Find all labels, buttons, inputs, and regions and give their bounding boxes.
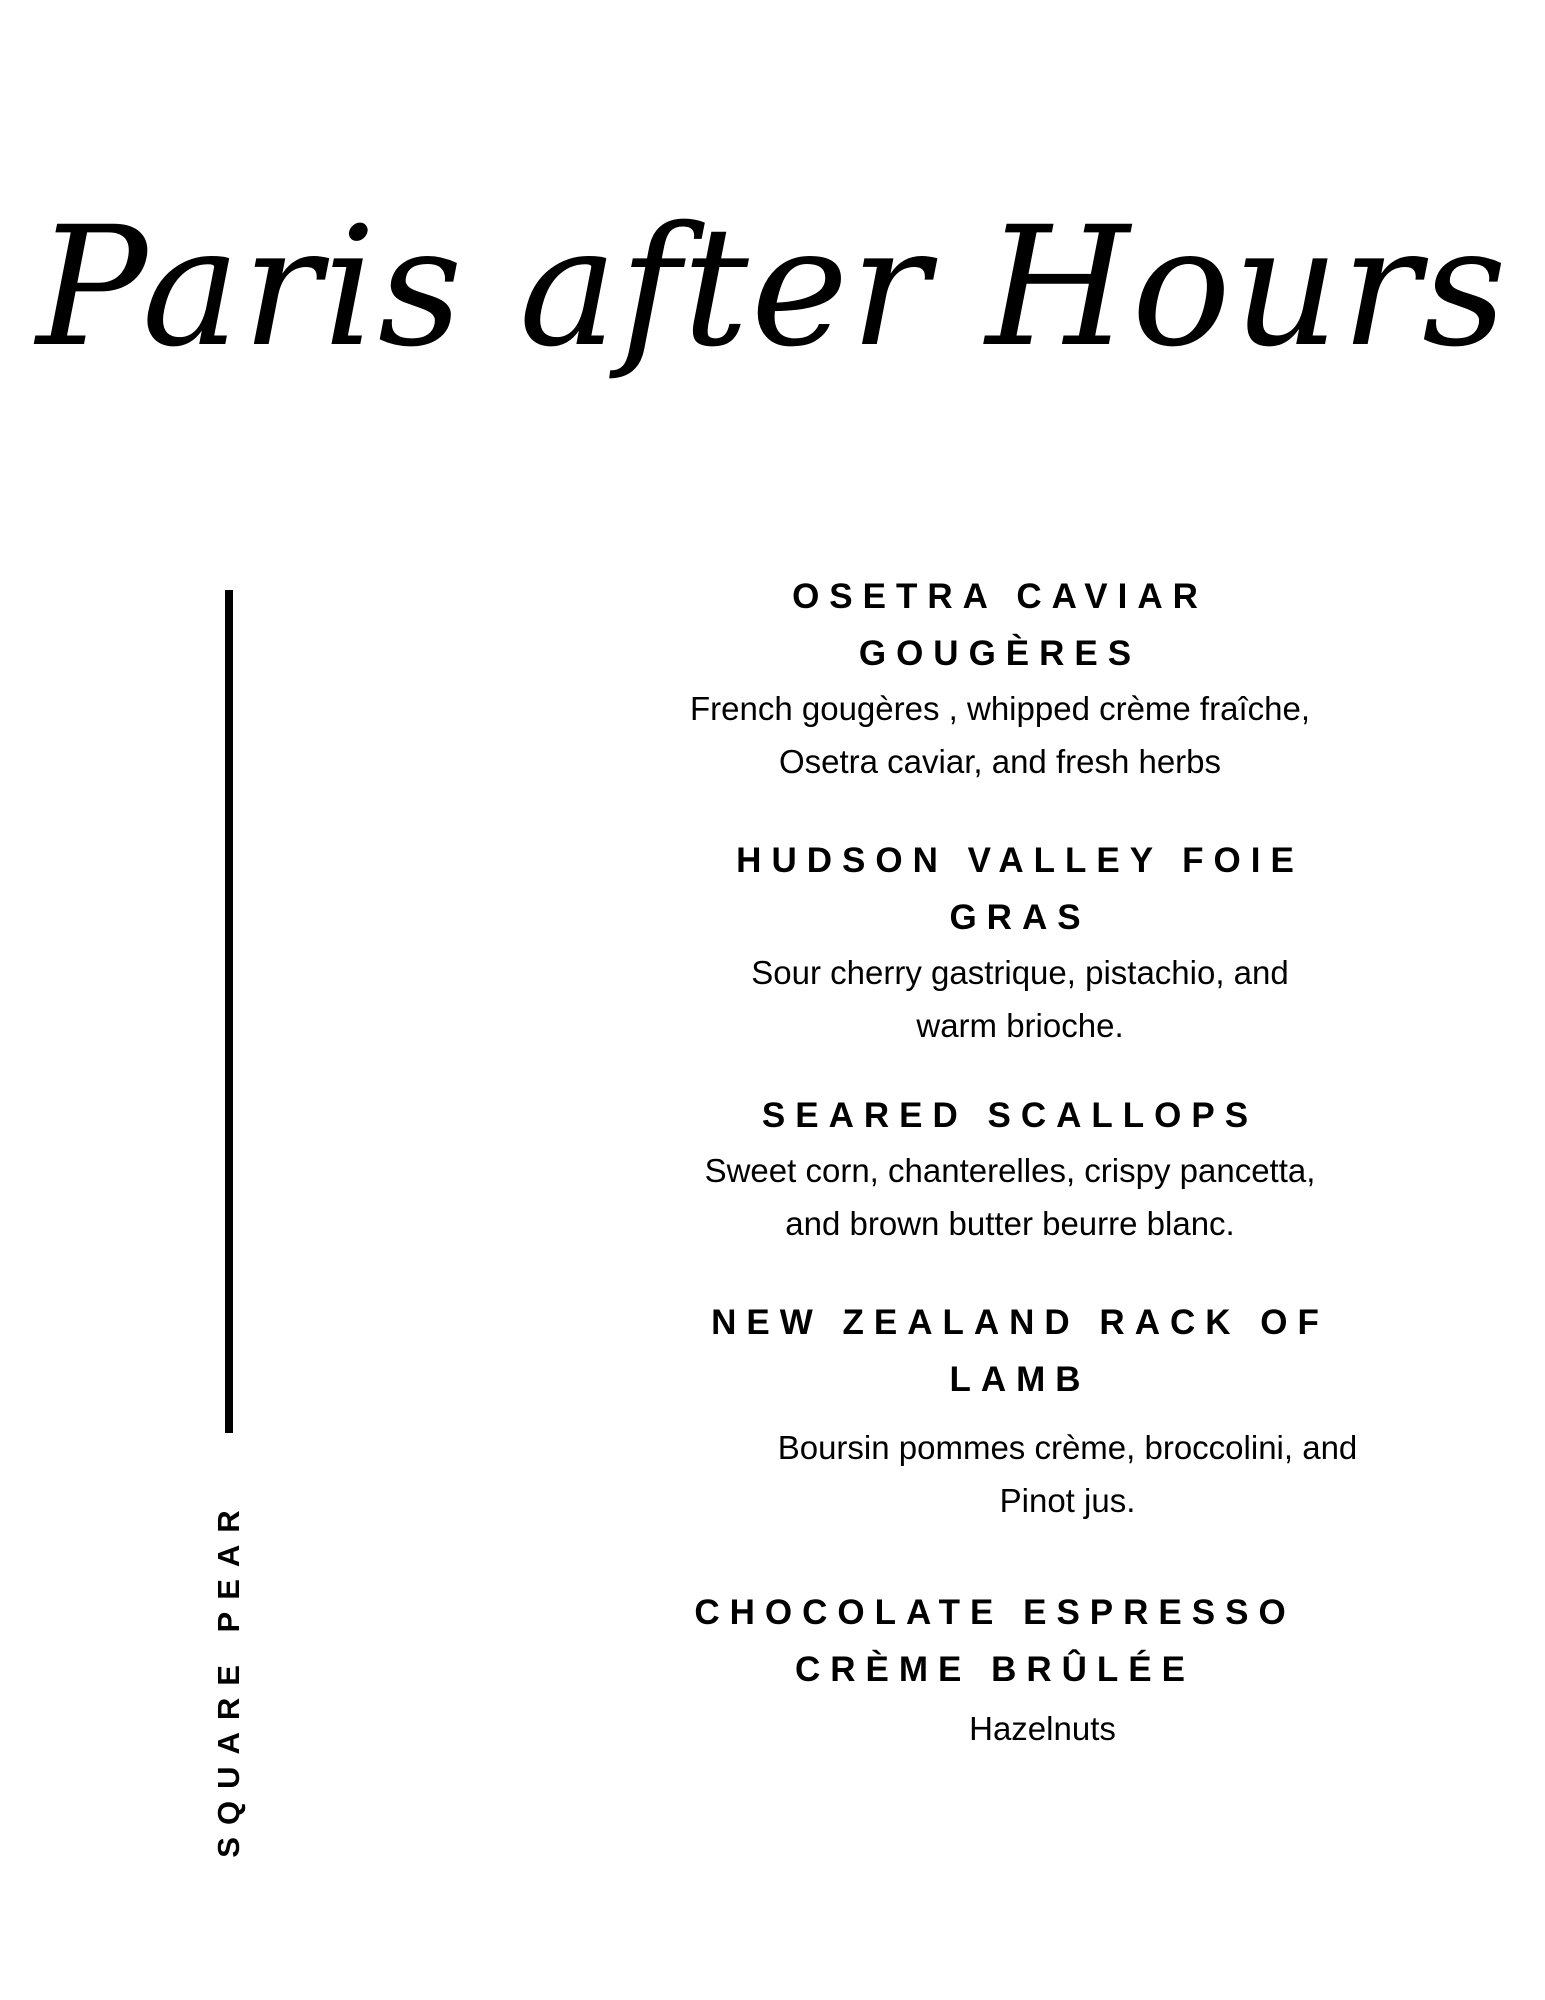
menu-item-name	[640, 568, 1360, 682]
menu-item-name-line: GOUGÈRES	[858, 634, 1142, 673]
menu-item-seared-scallops	[650, 1087, 1370, 1250]
menu-item-description-line: Osetra caviar, and fresh herbs	[778, 743, 1222, 780]
menu-item-name-line: OSETRA CAVIAR	[792, 577, 1208, 616]
brand-name: SQUARE PEAR	[211, 1498, 246, 1858]
menu-item-description	[640, 682, 1360, 788]
menu-item-description	[660, 946, 1380, 1052]
menu-item-description-line: and brown butter beurre blanc.	[785, 1205, 1235, 1242]
menu-item-description	[650, 1144, 1370, 1250]
menu-item-description-line: French gougères , whipped crème fraîche,	[690, 690, 1310, 727]
menu-item-name-line: GRAS	[949, 898, 1091, 937]
menu-item-name-line: CHOCOLATE ESPRESSO	[694, 1593, 1296, 1632]
menu-item-description-line: Boursin pommes crème, broccolini, and	[777, 1429, 1358, 1466]
menu-item-description	[660, 1421, 1380, 1527]
menu-item-name-line: LAMB	[949, 1360, 1091, 1399]
menu-item-name	[635, 1584, 1355, 1698]
menu-item-hudson-valley-foie-gras	[660, 832, 1380, 1052]
menu-item-description-line: Sweet corn, chanterelles, crispy pancetta,	[704, 1152, 1316, 1189]
menu-item-description	[635, 1702, 1355, 1755]
menu-item-name	[660, 1294, 1380, 1408]
menu-item-description-line: Pinot jus.	[999, 1482, 1136, 1519]
menu-item-name-line: HUDSON VALLEY FOIE	[736, 841, 1304, 880]
menu-item-name	[660, 832, 1380, 946]
vertical-divider	[225, 590, 233, 1433]
menu-item-name-line: CRÈME BRÛLÉE	[794, 1650, 1196, 1689]
menu-item-description-line: warm brioche.	[916, 1007, 1124, 1044]
menu-item-name	[650, 1087, 1370, 1144]
menu-item-new-zealand-rack-of-lamb	[660, 1294, 1380, 1527]
menu-item-osetra-caviar-gougeres	[640, 568, 1360, 788]
menu-item-description-line: Hazelnuts	[969, 1710, 1116, 1747]
menu-item-name-line: NEW ZEALAND RACK OF	[711, 1303, 1329, 1342]
menu-title: Paris after Hours	[36, 191, 1509, 383]
menu-item-chocolate-espresso-creme-brulee	[635, 1584, 1355, 1755]
menu-item-name-line: SEARED SCALLOPS	[761, 1096, 1259, 1135]
menu-item-description-line: Sour cherry gastrique, pistachio, and	[751, 954, 1289, 991]
